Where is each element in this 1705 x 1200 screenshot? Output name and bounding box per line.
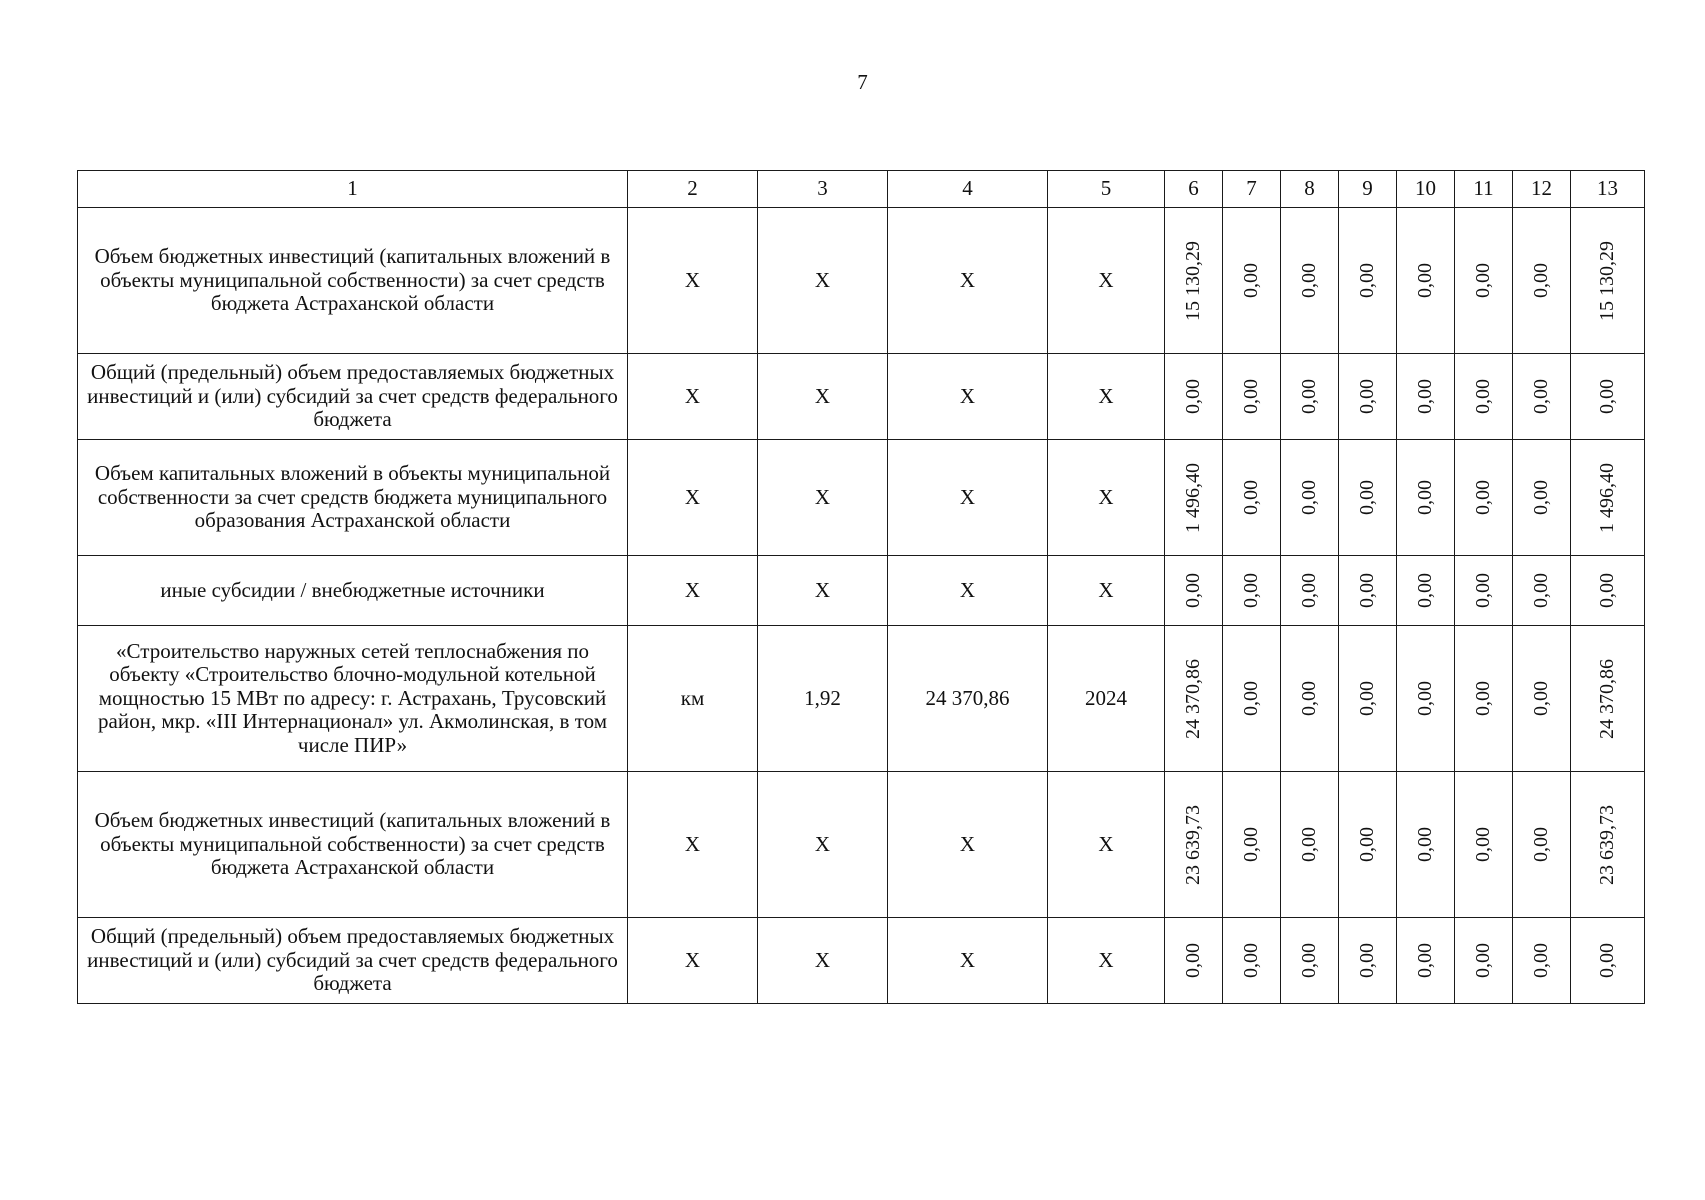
row-unit: Х (628, 772, 758, 918)
row-quantity: Х (758, 440, 888, 556)
row-value-cell (1397, 354, 1455, 440)
column-header-1: 1 (78, 171, 628, 208)
column-header-8: 8 (1281, 171, 1339, 208)
row-value-9: 0,00 (1356, 379, 1379, 414)
row-value-13: 1 496,40 (1596, 462, 1619, 533)
row-value-13: 23 639,73 (1596, 804, 1619, 885)
row-value-10: 0,00 (1414, 480, 1437, 515)
row-value-cell (1455, 918, 1513, 1004)
row-value-cell (1571, 556, 1645, 626)
row-value-cell (1165, 440, 1223, 556)
row-value-6: 0,00 (1182, 379, 1205, 414)
column-header-9: 9 (1339, 171, 1397, 208)
row-value-cell (1281, 208, 1339, 354)
row-year: Х (1048, 208, 1165, 354)
row-cost: Х (888, 354, 1048, 440)
row-value-cell (1281, 354, 1339, 440)
row-unit: Х (628, 918, 758, 1004)
row-year: Х (1048, 918, 1165, 1004)
row-value-cell (1571, 440, 1645, 556)
row-value-9: 0,00 (1356, 480, 1379, 515)
table-row (78, 354, 1645, 440)
row-value-cell (1397, 556, 1455, 626)
row-value-7: 0,00 (1240, 827, 1263, 862)
row-value-12: 0,00 (1530, 263, 1553, 298)
table-row (78, 918, 1645, 1004)
row-value-cell (1165, 626, 1223, 772)
row-value-9: 0,00 (1356, 263, 1379, 298)
row-value-7: 0,00 (1240, 480, 1263, 515)
row-value-8: 0,00 (1298, 681, 1321, 716)
row-value-cell (1223, 918, 1281, 1004)
column-header-3: 3 (758, 171, 888, 208)
column-header-7: 7 (1223, 171, 1281, 208)
row-value-cell (1339, 626, 1397, 772)
row-value-7: 0,00 (1240, 263, 1263, 298)
row-value-cell (1339, 772, 1397, 918)
row-value-6: 23 639,73 (1182, 804, 1205, 885)
row-description: Общий (предельный) объем предоставляемых бюджетных инвестиций и (или) субсидий за счет средств федерального бюджета (78, 918, 628, 1004)
row-value-12: 0,00 (1530, 827, 1553, 862)
row-description: Объем бюджетных инвестиций (капитальных вложений в объекты муниципальной собственности) за счет средств бюджета Астраханской области (78, 772, 628, 918)
row-description: Общий (предельный) объем предоставляемых бюджетных инвестиций и (или) субсидий за счет средств федерального бюджета (78, 354, 628, 440)
row-value-cell (1165, 918, 1223, 1004)
table-row (78, 208, 1645, 354)
row-unit: Х (628, 354, 758, 440)
row-quantity: Х (758, 354, 888, 440)
row-value-cell (1571, 918, 1645, 1004)
column-header-11: 11 (1455, 171, 1513, 208)
row-cost: Х (888, 556, 1048, 626)
row-value-cell (1223, 354, 1281, 440)
row-year: 2024 (1048, 626, 1165, 772)
row-description: Объем капитальных вложений в объекты муниципальной собственности за счет средств бюджета муниципального образования Астраханской области (78, 440, 628, 556)
row-value-12: 0,00 (1530, 480, 1553, 515)
row-value-cell (1397, 208, 1455, 354)
row-value-cell (1223, 626, 1281, 772)
row-cost: Х (888, 208, 1048, 354)
column-header-13: 13 (1571, 171, 1645, 208)
row-value-8: 0,00 (1298, 573, 1321, 608)
row-value-6: 15 130,29 (1182, 240, 1205, 321)
column-header-12: 12 (1513, 171, 1571, 208)
row-cost: 24 370,86 (888, 626, 1048, 772)
row-value-11: 0,00 (1472, 681, 1495, 716)
row-value-cell (1513, 208, 1571, 354)
row-value-9: 0,00 (1356, 573, 1379, 608)
row-value-12: 0,00 (1530, 573, 1553, 608)
row-value-10: 0,00 (1414, 827, 1437, 862)
row-value-10: 0,00 (1414, 573, 1437, 608)
row-unit: Х (628, 440, 758, 556)
row-quantity: 1,92 (758, 626, 888, 772)
row-value-cell (1397, 918, 1455, 1004)
row-value-cell (1513, 354, 1571, 440)
row-year: Х (1048, 772, 1165, 918)
row-quantity: Х (758, 772, 888, 918)
row-value-8: 0,00 (1298, 943, 1321, 978)
row-value-cell (1397, 626, 1455, 772)
row-value-cell (1455, 626, 1513, 772)
row-value-cell (1165, 208, 1223, 354)
row-value-13: 0,00 (1596, 573, 1619, 608)
page-number: 7 (857, 70, 868, 94)
row-value-10: 0,00 (1414, 943, 1437, 978)
row-value-13: 0,00 (1596, 379, 1619, 414)
column-header-6: 6 (1165, 171, 1223, 208)
row-value-7: 0,00 (1240, 573, 1263, 608)
row-value-cell (1513, 626, 1571, 772)
row-value-cell (1281, 918, 1339, 1004)
row-value-7: 0,00 (1240, 943, 1263, 978)
row-value-cell (1165, 556, 1223, 626)
row-value-cell (1223, 556, 1281, 626)
row-value-7: 0,00 (1240, 681, 1263, 716)
row-quantity: Х (758, 208, 888, 354)
table-row (78, 440, 1645, 556)
row-value-cell (1223, 440, 1281, 556)
row-value-cell (1513, 772, 1571, 918)
row-value-12: 0,00 (1530, 943, 1553, 978)
row-value-cell (1281, 772, 1339, 918)
row-value-13: 0,00 (1596, 943, 1619, 978)
budget-table (77, 170, 1645, 1004)
row-value-cell (1571, 354, 1645, 440)
row-value-cell (1513, 918, 1571, 1004)
row-value-cell (1455, 772, 1513, 918)
row-cost: Х (888, 772, 1048, 918)
column-header-10: 10 (1397, 171, 1455, 208)
row-value-11: 0,00 (1472, 573, 1495, 608)
row-description: «Строительство наружных сетей теплоснабжения по объекту «Строительство блочно-модульной котельной мощностью 15 МВт по адресу: г. Астрахань, Трусовский район, мкр. «III Интернационал» ул. Акмолинская, в том числе ПИР» (78, 626, 628, 772)
row-value-11: 0,00 (1472, 943, 1495, 978)
table-row (78, 772, 1645, 918)
row-value-cell (1165, 354, 1223, 440)
row-value-cell (1223, 208, 1281, 354)
table-row (78, 626, 1645, 772)
row-value-7: 0,00 (1240, 379, 1263, 414)
row-value-8: 0,00 (1298, 827, 1321, 862)
row-value-cell (1223, 772, 1281, 918)
row-quantity: Х (758, 918, 888, 1004)
row-value-9: 0,00 (1356, 827, 1379, 862)
row-value-8: 0,00 (1298, 263, 1321, 298)
row-description: иные субсидии / внебюджетные источники (78, 556, 628, 626)
row-value-9: 0,00 (1356, 943, 1379, 978)
row-value-cell (1281, 626, 1339, 772)
row-value-6: 0,00 (1182, 943, 1205, 978)
row-value-cell (1281, 440, 1339, 556)
row-value-cell (1571, 626, 1645, 772)
row-unit: Х (628, 556, 758, 626)
row-unit: км (628, 626, 758, 772)
row-description: Объем бюджетных инвестиций (капитальных вложений в объекты муниципальной собственности) за счет средств бюджета Астраханской области (78, 208, 628, 354)
row-value-10: 0,00 (1414, 263, 1437, 298)
row-year: Х (1048, 354, 1165, 440)
row-value-cell (1513, 556, 1571, 626)
row-value-cell (1397, 772, 1455, 918)
row-value-11: 0,00 (1472, 480, 1495, 515)
row-value-8: 0,00 (1298, 480, 1321, 515)
row-value-cell (1571, 208, 1645, 354)
row-value-cell (1339, 208, 1397, 354)
row-value-9: 0,00 (1356, 681, 1379, 716)
row-value-cell (1455, 556, 1513, 626)
row-value-cell (1455, 208, 1513, 354)
row-value-cell (1339, 556, 1397, 626)
row-value-cell (1339, 354, 1397, 440)
row-value-11: 0,00 (1472, 263, 1495, 298)
row-value-6: 1 496,40 (1182, 462, 1205, 533)
row-year: Х (1048, 556, 1165, 626)
row-cost: Х (888, 440, 1048, 556)
row-value-10: 0,00 (1414, 379, 1437, 414)
row-value-11: 0,00 (1472, 379, 1495, 414)
row-value-cell (1165, 772, 1223, 918)
row-value-12: 0,00 (1530, 681, 1553, 716)
row-value-6: 24 370,86 (1182, 658, 1205, 739)
row-value-13: 15 130,29 (1596, 240, 1619, 321)
row-value-cell (1397, 440, 1455, 556)
row-year: Х (1048, 440, 1165, 556)
row-value-cell (1513, 440, 1571, 556)
row-value-6: 0,00 (1182, 573, 1205, 608)
row-value-13: 24 370,86 (1596, 658, 1619, 739)
row-value-cell (1339, 918, 1397, 1004)
row-value-cell (1455, 440, 1513, 556)
row-value-cell (1339, 440, 1397, 556)
column-header-2: 2 (628, 171, 758, 208)
column-header-5: 5 (1048, 171, 1165, 208)
row-value-8: 0,00 (1298, 379, 1321, 414)
row-value-cell (1571, 772, 1645, 918)
table-row (78, 556, 1645, 626)
column-header-4: 4 (888, 171, 1048, 208)
row-cost: Х (888, 918, 1048, 1004)
table-header-row (78, 171, 1645, 208)
row-value-12: 0,00 (1530, 379, 1553, 414)
row-value-10: 0,00 (1414, 681, 1437, 716)
row-value-cell (1455, 354, 1513, 440)
row-quantity: Х (758, 556, 888, 626)
row-value-cell (1281, 556, 1339, 626)
row-unit: Х (628, 208, 758, 354)
row-value-11: 0,00 (1472, 827, 1495, 862)
